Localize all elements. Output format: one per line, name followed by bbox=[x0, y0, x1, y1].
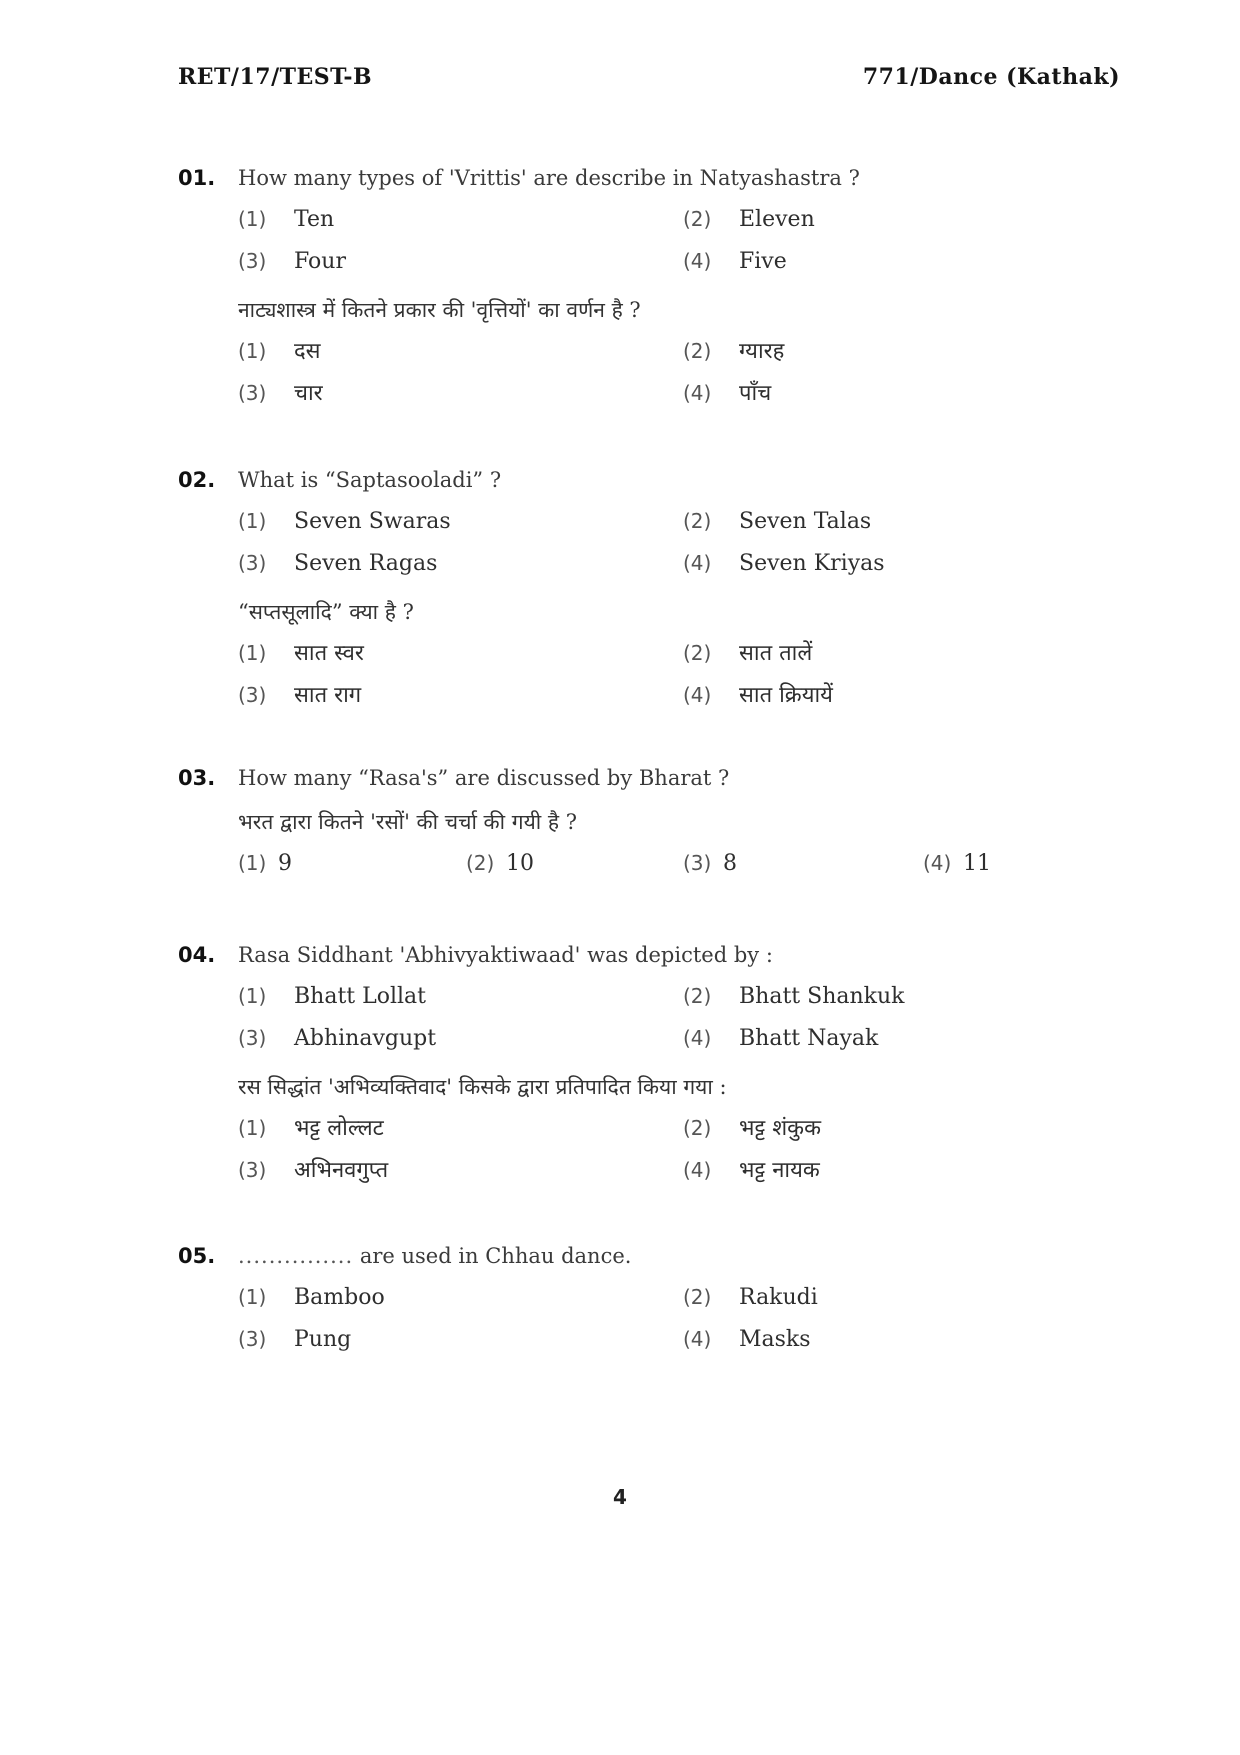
option-1: (1) Ten bbox=[238, 207, 335, 232]
option-2: (2) Rakudi bbox=[683, 1285, 818, 1310]
question-05 bbox=[178, 1236, 1078, 1360]
option-row bbox=[178, 198, 1078, 240]
option-row bbox=[178, 975, 1078, 1017]
option-row bbox=[178, 632, 1078, 674]
question-stem-en bbox=[178, 158, 1078, 198]
question-text-hi: “सप्तसूलादि” क्या है ? bbox=[238, 600, 414, 624]
option-4: (4) भट्ट नायक bbox=[683, 1158, 820, 1183]
option-1: (1) Bamboo bbox=[238, 1285, 385, 1310]
question-number: 04. bbox=[178, 943, 216, 967]
option-3: (3) Abhinavgupt bbox=[238, 1026, 437, 1051]
question-text-en: are used in Chhau dance. bbox=[359, 1244, 632, 1268]
options-en bbox=[178, 975, 1078, 1059]
option-4: (4) सात क्रियायें bbox=[683, 683, 833, 708]
option-3: (3) चार bbox=[238, 381, 323, 406]
page-number: 4 bbox=[613, 1485, 627, 1509]
answer-blank: ............... bbox=[238, 1244, 354, 1268]
option-4: (4) Bhatt Nayak bbox=[683, 1026, 879, 1051]
option-1: (1) दस bbox=[238, 339, 321, 364]
question-stem-en bbox=[178, 460, 1078, 500]
option-row bbox=[178, 674, 1078, 716]
option-row bbox=[178, 372, 1078, 414]
option-row bbox=[178, 500, 1078, 542]
option-1: (1) सात स्वर bbox=[238, 641, 364, 666]
options-en bbox=[178, 198, 1078, 282]
option-2: (2) भट्ट शंकुक bbox=[683, 1116, 821, 1141]
options-hi bbox=[178, 1107, 1078, 1191]
option-1: (1) 9 bbox=[238, 851, 292, 876]
options-en bbox=[178, 500, 1078, 584]
header-code: RET/17/TEST-B bbox=[178, 64, 373, 90]
option-2: (2) सात तालें bbox=[683, 641, 813, 666]
option-4: (4) Masks bbox=[683, 1327, 811, 1352]
option-3: (3) Pung bbox=[238, 1327, 352, 1352]
option-4: (4) Five bbox=[683, 249, 787, 274]
option-4: (4) 11 bbox=[923, 851, 991, 876]
option-2: (2) ग्यारह bbox=[683, 339, 785, 364]
header-subject: 771/Dance (Kathak) bbox=[862, 64, 1120, 90]
question-04 bbox=[178, 935, 1078, 1191]
option-1: (1) Bhatt Lollat bbox=[238, 984, 427, 1009]
option-2: (2) Eleven bbox=[683, 207, 815, 232]
question-01 bbox=[178, 158, 1078, 414]
option-3: (3) अभिनवगुप्त bbox=[238, 1158, 389, 1183]
option-2: (2) Bhatt Shankuk bbox=[683, 984, 905, 1009]
option-row bbox=[178, 1017, 1078, 1059]
option-3: (3) Seven Ragas bbox=[238, 551, 438, 576]
question-number: 02. bbox=[178, 468, 216, 492]
option-1: (1) भट्ट लोल्लट bbox=[238, 1116, 384, 1141]
option-4: (4) Seven Kriyas bbox=[683, 551, 885, 576]
question-text-hi: नाट्यशास्त्र में कितने प्रकार की 'वृत्तियों' का वर्णन है ? bbox=[238, 298, 641, 322]
options-en bbox=[178, 1276, 1078, 1360]
question-stem-en bbox=[178, 935, 1078, 975]
option-3: (3) सात राग bbox=[238, 683, 362, 708]
question-stem-en bbox=[178, 758, 1078, 798]
question-text-en: How many types of 'Vrittis' are describe in Natyashastra ? bbox=[238, 166, 860, 190]
options-hi bbox=[178, 632, 1078, 716]
option-row bbox=[178, 1276, 1078, 1318]
option-row bbox=[178, 240, 1078, 282]
question-number: 05. bbox=[178, 1244, 216, 1268]
question-02 bbox=[178, 460, 1078, 716]
option-row bbox=[178, 842, 1078, 884]
option-3: (3) 8 bbox=[683, 851, 737, 876]
option-2: (2) Seven Talas bbox=[683, 509, 872, 534]
option-1: (1) Seven Swaras bbox=[238, 509, 451, 534]
question-number: 01. bbox=[178, 166, 216, 190]
option-row bbox=[178, 1107, 1078, 1149]
option-row bbox=[178, 330, 1078, 372]
option-row bbox=[178, 1318, 1078, 1360]
question-text-en: How many “Rasa's” are discussed by Bharat ? bbox=[238, 766, 730, 790]
option-row bbox=[178, 542, 1078, 584]
option-2: (2) 10 bbox=[466, 851, 534, 876]
option-3: (3) Four bbox=[238, 249, 346, 274]
options-hi bbox=[178, 330, 1078, 414]
question-number: 03. bbox=[178, 766, 216, 790]
question-text-hi: रस सिद्धांत 'अभिव्यक्तिवाद' किसके द्वारा प्रतिपादित किया गया : bbox=[238, 1075, 727, 1099]
question-03 bbox=[178, 758, 1078, 884]
question-text-hi: भरत द्वारा कितने 'रसों' की चर्चा की गयी है ? bbox=[238, 810, 577, 834]
question-text-en: What is “Saptasooladi” ? bbox=[238, 468, 502, 492]
question-stem-en bbox=[178, 1236, 1078, 1276]
option-row bbox=[178, 1149, 1078, 1191]
option-4: (4) पाँच bbox=[683, 381, 772, 406]
question-text-en: Rasa Siddhant 'Abhivyaktiwaad' was depicted by : bbox=[238, 943, 773, 967]
